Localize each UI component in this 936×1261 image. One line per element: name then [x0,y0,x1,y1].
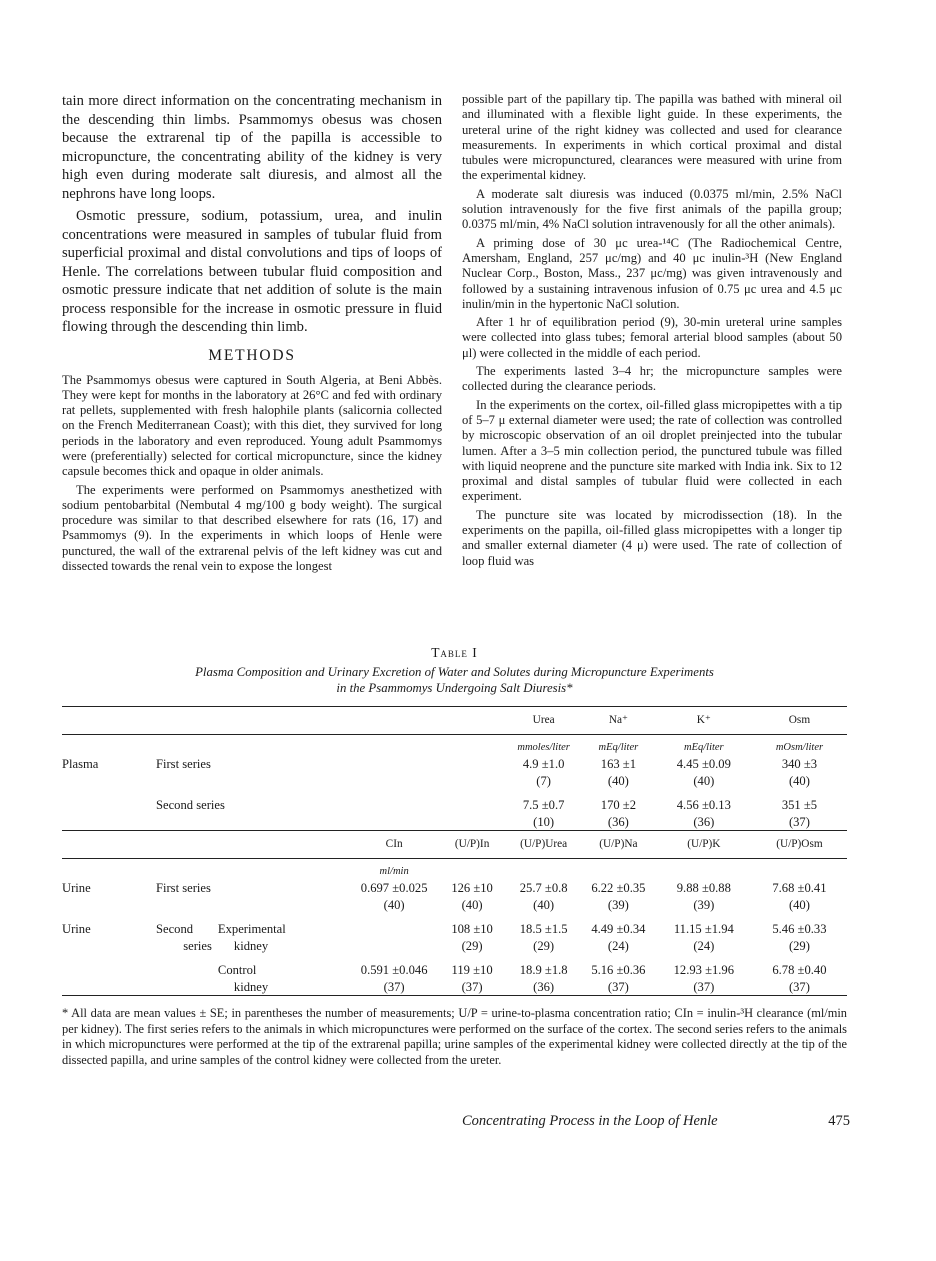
table-row [62,921,847,938]
table-cell: 4.56 ±0.13 [676,798,731,812]
table-cell: (37) [383,979,405,994]
methods-heading: METHODS [208,346,296,364]
plasma-first-series-label: First series [155,757,211,771]
table-cell: 4.9 ±1.0 [522,757,565,771]
table-cell: 5.16 ±0.36 [591,963,646,977]
running-title: Concentrating Process in the Loop of Henle [462,1113,718,1129]
table-footnote: * All data are mean values ± SE; in parentheses the number of measurements; U/P = urine-to-plasma concentration ratio; CIn = inulin-³H clearance (ml/min per kidney). The first series refers to the animals in which micropunctures were performed on the surface of the cortex. The second series refers to the animals in which micropunctures were performed at the tip of the extrarenal papilla; urine samples of the experimental kidney were collected directly at the tip of the dissected papilla, and urine samples of the control kidney were collected from the ureter. [62,1006,847,1067]
table-cell: 6.22 ±0.35 [591,881,646,895]
table-cell: (37) [607,979,629,994]
table-cell: 18.5 ±1.5 [519,922,568,936]
plasma-label: Plasma [62,757,99,771]
table-cell: (40) [788,897,810,912]
table-cell: (37) [461,979,483,994]
unit-urea: mmoles/liter [517,741,570,753]
table-cell: (29) [533,938,555,953]
data-table [62,706,847,996]
right-paragraph-7: The puncture site was located by microdissection (18). In the experiments on the papilla, oil-filled glass micropipettes with a longer tip and smaller external diameter (4 μ) were used. The rate of collection of loop fluid was [462,507,842,568]
table-cell: (36) [533,979,555,994]
table-cell: (40) [607,773,629,788]
right-paragraph-3: A priming dose of 30 μc urea-¹⁴C (The Radiochemical Centre, Amersham, England, 257 μc/mg) and 40 μc inulin-³H (New England Nuclear Corp., Boston, Mass., 237 μc/mg) was given intravenously and followed by a sustaining intravenous infusion of 0.75 μc urea and 4.5 μc inulin/min in the hypertonic NaCl solution. [462,235,842,311]
table-1 [62,645,847,1068]
left-paragraph-2: Osmotic pressure, sodium, potassium, urea, and inulin concentrations were measured in samples of tubular fluid from superficial proximal and distal convolutions and tips of loops of Henle. The correlations between tubular fluid composition and osmotic pressure indicate that net addition of solute is the main process responsible for the increase in osmotic pressure in fluid flowing through the descending thin limb. [62,208,442,335]
table-cell: (40) [693,773,715,788]
experimental-kidney-label: kidney [233,938,269,953]
table-cell: 163 ±1 [600,757,637,771]
table-cell: (40) [383,897,405,912]
urine-label-1: Urine [62,881,91,895]
table-cell: 7.5 ±0.7 [522,798,565,812]
table-row [62,897,847,914]
table-cell: (37) [693,979,715,994]
col-header-up-urea: (U/P)Urea [520,838,568,850]
table-cell: (24) [607,938,629,953]
col-header-osm: Osm [788,714,811,726]
table-cell: 4.49 ±0.34 [591,922,646,936]
table-cell: (40) [788,773,810,788]
col-header-k: K⁺ [696,714,711,726]
table-cell: (10) [533,814,555,829]
table-row [62,938,847,955]
table-cell: 18.9 ±1.8 [519,963,568,977]
plasma-second-series-label: Second series [155,798,225,812]
right-paragraph-2: A moderate salt diuresis was induced (0.0375 ml/min, 2.5% NaCl solution intravenously for the five first animals of the papilla group; 0.0375 ml/min, 4% NaCl solution intravenously for all the other animals). [462,186,842,232]
right-paragraph-4: After 1 hr of equilibration period (9), 30-min ureteral urine samples were collected into glass tubes; femoral arterial blood samples (about 50 μl) were collected in the middle of each period. [462,315,842,360]
table-cell: (39) [693,897,715,912]
left-paragraph-1: tain more direct information on the concentrating mechanism in the descending thin limbs. Psammomys obesus was chosen because the extrarenal tip of the papilla is accessible to micropuncture, the concentrating ability of the kidney is very high even during moderate salt diuresis, and almost all the nephrons have long loops. [62,93,442,202]
table-row [62,814,847,831]
table-cell: (40) [533,897,555,912]
table-cell: (39) [607,897,629,912]
table-caption-line-1: Plasma Composition and Urinary Excretion of Water and Solutes during Micropuncture Experiments [195,665,714,679]
table-row [62,756,847,773]
right-paragraph-5: The experiments lasted 3–4 hr; the micropuncture samples were collected during the clearance periods. [462,364,842,394]
table-cell: (24) [693,938,715,953]
col-header-up-osm: (U/P)Osm [776,838,823,850]
table-title: Table I [431,645,478,660]
table-caption [62,664,847,696]
table-row [62,797,847,814]
left-paragraph-3: The Psammomys obesus were captured in South Algeria, at Beni Abbès. They were kept for months in the laboratory at 26°C and fed with ordinary rat pellets, supplemented with fresh halophile plants (salicornia collected on the French Mediterranean Coast); with this diet, they survived for long periods in the laboratory and even reproduced. Young adult Psammomys were (preferentially) selected for cortical micropuncture, since the kidney capsule becomes thick and opaque in older animals. [62,372,442,479]
table-cell: 126 ±10 [451,881,493,895]
running-footer [462,1113,850,1130]
table-row [62,962,847,979]
right-paragraph-6: In the experiments on the cortex, oil-filled glass micropipettes with a tip of 5–7 μ external diameter were used; the rate of collection was controlled by microscopic observation of an oil droplet preinjected into the tubular lumen. After a 3–5 min collection period, the punctured tubule was filled with liquid neoprene and the puncture site marked with India ink. Six to 12 proximal and distal samples of tubular fluid were collected in each experiment. [462,397,842,504]
table-cell: 12.93 ±1.96 [673,963,735,977]
table-cell: (7) [536,773,551,788]
col-header-up-k: (U/P)K [687,838,721,850]
table-cell: (29) [788,938,810,953]
table-caption-line-2: in the Psammomys Undergoing Salt Diuresis* [336,681,573,695]
urine-label-2: Urine [62,922,91,936]
series-word: series [183,938,212,953]
table-cell: 108 ±10 [451,922,493,936]
table-cell: 9.88 ±0.88 [676,881,731,895]
table-row [62,979,847,996]
urine-header-row [62,831,847,859]
table-cell: (37) [788,979,810,994]
col-header-up-na: (U/P)Na [599,838,638,850]
table-cell: (36) [693,814,715,829]
table-cell: (37) [788,814,810,829]
table-row [62,773,847,790]
unit-cin: ml/min [379,865,409,877]
plasma-units-row [62,734,847,756]
table-cell: 11.15 ±1.94 [673,922,734,936]
right-column [462,92,842,572]
table-cell: 0.591 ±0.046 [360,963,428,977]
right-paragraph-1: possible part of the papillary tip. The papilla was bathed with mineral oil and illuminated with a flexible light guide. In these experiments, the ureteral urine of the right kidney was collected and used for clearance measurements. In experiments in which cortical proximal and distal tubules were micropunctured, clearances were measured with urine from the experimental kidney. [462,92,842,183]
control-label: Control [217,963,257,977]
unit-osm: mOsm/liter [775,741,824,753]
unit-na: mEq/liter [598,741,639,753]
control-kidney-label: kidney [233,979,269,994]
table-cell: 5.46 ±0.33 [772,922,827,936]
table-cell: (36) [607,814,629,829]
left-column [62,92,442,577]
table-cell: 351 ±5 [781,798,818,812]
table-cell: 6.78 ±0.40 [772,963,827,977]
col-header-cin: CIn [385,838,403,850]
table-cell: 170 ±2 [600,798,637,812]
left-paragraph-4: The experiments were performed on Psammomys anesthetized with sodium pentobarbital (Nembutal 4 mg/100 g body weight). The surgical procedure was similar to that described elsewhere for rats (16, 17) and Psammomys (9). In the experiments in which loops of Henle were punctured, the wall of the extrarenal pelvis of the left kidney was cut and dissected towards the renal vein to expose the longest [62,482,442,574]
col-header-up-in: (U/P)In [454,838,490,850]
second-word: Second [155,922,194,936]
table-cell: (29) [461,938,483,953]
table-cell: 7.68 ±0.41 [772,881,827,895]
table-row [62,880,847,897]
col-header-urea: Urea [532,714,555,726]
col-header-na: Na⁺ [608,714,628,726]
table-cell: (40) [461,897,483,912]
table-cell: 119 ±10 [451,963,493,977]
table-cell: 25.7 ±0.8 [519,881,568,895]
urine-first-series-label: First series [155,881,211,895]
plasma-header-row [62,707,847,735]
page-number: 475 [828,1113,850,1129]
table-cell: 340 ±3 [781,757,818,771]
table-cell: 0.697 ±0.025 [360,881,428,895]
experimental-label: Experimental [217,922,286,936]
table-cell: 4.45 ±0.09 [676,757,731,771]
unit-k: mEq/liter [683,741,724,753]
urine-units-row [62,858,847,880]
